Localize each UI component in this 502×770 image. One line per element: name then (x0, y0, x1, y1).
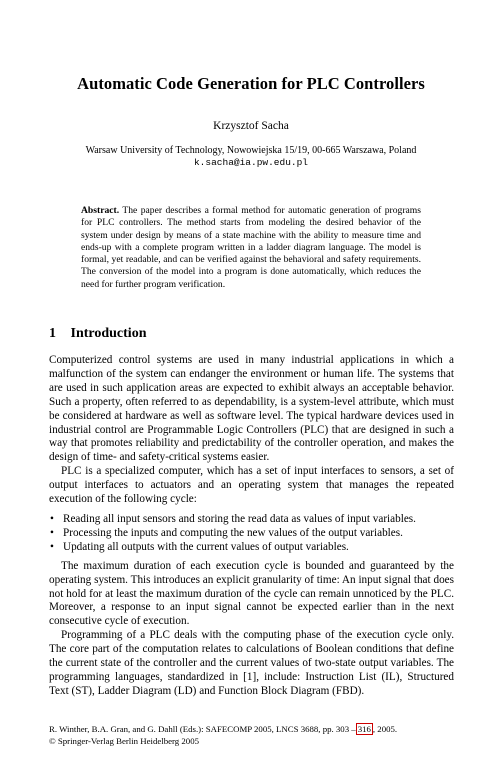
paragraph: PLC is a specialized computer, which has a set of input interfaces to sensors, a set of output interfaces to actuators and an operating system that manages the repeated execution of the following cycle: (49, 465, 454, 506)
page-ref-link[interactable]: 316 (357, 724, 371, 734)
copyright-line: © Springer-Verlag Berlin Heidelberg 2005 (49, 736, 199, 746)
list-item (49, 513, 454, 527)
affiliation-block (0, 145, 502, 169)
paragraph: Computerized control systems are used in many industrial applications in which a malfunction of the system can endanger the environment or human life. The systems that are used in such application areas are expected to exhibit always an acceptable behavior. Such a property, often referred to as dependability, is a system-level attribute, which must be considered at hardware as well as software level. The typical hardware devices used in industrial control are Programmable Logic Controllers (PLC) that are designed in such a way that promotes reliability and predictability of the controller operation, and makes the design of time- and safety-critical systems easier. (49, 354, 454, 464)
abstract-text: The paper describes a formal method for automatic generation of programs for PLC controllers. The method starts from modeling the desired behavior of the system under design by means of a state machine with the ability to measure time and ends-up with a complete program written in a ladder diagram language. The model is formal, yet readable, and can be verified against the behavioral and safety requirements. The conversion of the model into a program is done automatically, which reduces the need for further program verification. (81, 205, 421, 290)
affiliation: Warsaw University of Technology, Nowowiejska 15/19, 00-665 Warszawa, Poland (85, 145, 417, 156)
author-name: Krzysztof Sacha (213, 120, 289, 132)
list-item-text: Updating all outputs with the current values of output variables. (63, 540, 349, 553)
abstract (81, 205, 421, 291)
author-email[interactable]: k.sacha@ia.pw.edu.pl (193, 157, 309, 168)
bullet-icon: • (50, 512, 54, 525)
paragraph: Programming of a PLC deals with the computing phase of the execution cycle only. The core part of the computation relates to calculations of Boolean conditions that define the current state of the controller and the current values of two-state output variables. The programming languages, standardized in [1], include: Instruction List (IL), Structured Text (ST), Ladder Diagram (LD) and Function Block Diagram (FBD). (49, 629, 454, 697)
section-body (49, 354, 454, 699)
footer (49, 723, 459, 747)
section-heading (49, 326, 146, 342)
bullet-list (49, 513, 454, 555)
section-number: 1 (49, 326, 56, 341)
list-item (49, 527, 454, 541)
paper-title: Automatic Code Generation for PLC Controllers (77, 74, 425, 93)
citation-line (49, 723, 459, 735)
bullet-icon: • (50, 540, 54, 553)
section-title: Introduction (70, 326, 147, 341)
paragraph: The maximum duration of each execution cycle is bounded and guaranteed by the operating system. This introduces an explicit granularity of time: An input signal that does not hold for at least the maximum duration of the cycle can remain unnoticed by the PLC. Moreover, a response to an input signal cannot be expected earlier than in the next consecutive cycle of execution. (49, 559, 454, 628)
list-item-text: Reading all input sensors and storing the read data as values of input variables. (63, 512, 416, 525)
citation-text: R. Winther, B.A. Gran, and G. Dahll (Eds.): SAFECOMP 2005, LNCS 3688, pp. 303 – (49, 724, 356, 734)
bullet-icon: • (50, 526, 54, 539)
list-item-text: Processing the inputs and computing the new values of the output variables. (63, 526, 403, 539)
abstract-label: Abstract. (81, 205, 120, 216)
citation-end: , 2005. (372, 724, 398, 734)
list-item (49, 541, 454, 555)
